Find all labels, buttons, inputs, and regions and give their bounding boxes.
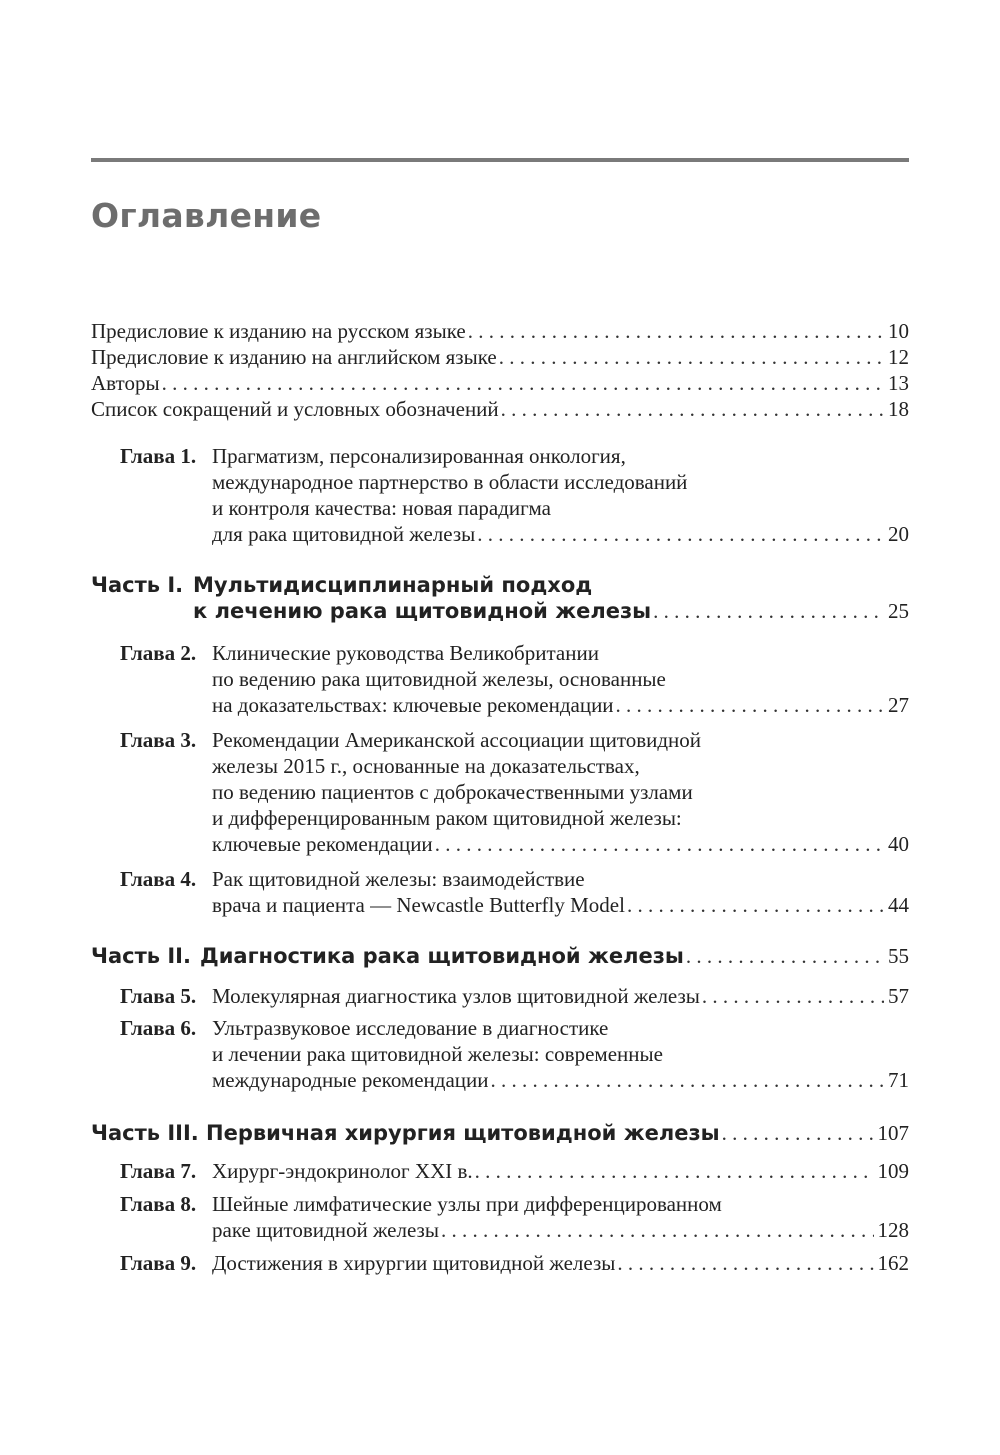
chapter-8-label: Глава 8. — [120, 1192, 197, 1216]
toc-page-number: 44 — [888, 893, 909, 917]
chapter-2-label: Глава 2. — [120, 641, 197, 665]
dot-leader — [435, 831, 884, 857]
toc-page-number: 40 — [888, 832, 909, 856]
dot-leader — [722, 1120, 874, 1146]
toc-entry-chapter-7[interactable] — [212, 1158, 909, 1184]
dot-leader — [627, 892, 884, 918]
dot-leader — [653, 598, 884, 624]
toc-entry-title: Молекулярная диагностика узлов щитовидной железы — [212, 984, 700, 1008]
part-1-label: Часть I. — [91, 573, 184, 597]
toc-entry-preface-ru[interactable] — [91, 318, 909, 344]
chapter-6-title-line: и лечении рака щитовидной железы: современные — [212, 1042, 663, 1066]
dot-leader — [686, 943, 884, 969]
toc-page-number: 10 — [888, 319, 909, 343]
chapter-3-title-line: Рекомендации Американской ассоциации щитовидной — [212, 728, 702, 752]
chapter-1-title-line: и контроля качества: новая парадигма — [212, 496, 551, 520]
toc-page-number: 27 — [888, 693, 909, 717]
toc-page-number: 107 — [877, 1121, 909, 1145]
chapter-3-title-line: по ведению пациентов с доброкачественными узлами — [212, 780, 693, 804]
toc-page-number: 25 — [888, 599, 909, 623]
toc-entry-title: Авторы — [91, 371, 160, 395]
chapter-4-label: Глава 4. — [120, 867, 197, 891]
toc-entry-title: международные рекомендации — [212, 1068, 489, 1092]
dot-leader — [441, 1217, 874, 1243]
chapter-1-title-line: Прагматизм, персонализированная онкология, — [212, 444, 626, 468]
dot-leader — [702, 983, 884, 1009]
chapter-3-label: Глава 3. — [120, 728, 197, 752]
toc-entry-title: ключевые рекомендации — [212, 832, 433, 856]
page-title: Оглавление — [91, 196, 322, 235]
toc-entry-title: Диагностика рака щитовидной железы — [200, 944, 684, 968]
toc-entry-title: Достижения в хирургии щитовидной железы — [212, 1251, 616, 1275]
chapter-6-title-line: Ультразвуковое исследование в диагностике — [212, 1016, 609, 1040]
chapter-2-title-line: по ведению рака щитовидной железы, основанные — [212, 667, 666, 691]
chapter-7-label: Глава 7. — [120, 1159, 197, 1183]
chapter-1-label: Глава 1. — [120, 444, 197, 468]
chapter-3-title-line: и дифференцированным раком щитовидной железы: — [212, 806, 682, 830]
toc-page-number: 162 — [877, 1251, 909, 1275]
toc-entry-part-1[interactable] — [193, 598, 909, 624]
toc-entry-title: Предисловие к изданию на русском языке — [91, 319, 466, 343]
toc-entry-authors[interactable] — [91, 370, 909, 396]
dot-leader — [491, 1067, 885, 1093]
toc-page-number: 71 — [888, 1068, 909, 1092]
dot-leader — [162, 370, 884, 396]
toc-page-number: 12 — [888, 345, 909, 369]
chapter-5-label: Глава 5. — [120, 984, 197, 1008]
dot-leader — [475, 1158, 874, 1184]
dot-leader — [499, 344, 884, 370]
toc-page-number: 109 — [877, 1159, 909, 1183]
toc-entry-chapter-3[interactable] — [212, 831, 909, 857]
toc-entry-chapter-5[interactable] — [212, 983, 909, 1009]
toc-page-number: 18 — [888, 397, 909, 421]
toc-entry-title: Список сокращений и условных обозначений — [91, 397, 499, 421]
toc-entry-title: к лечению рака щитовидной железы — [193, 599, 652, 623]
toc-entry-title: врача и пациента — Newcastle Butterfly Model — [212, 893, 625, 917]
toc-page-number: 55 — [888, 944, 909, 968]
toc-entry-chapter-9[interactable] — [212, 1250, 909, 1276]
dot-leader — [477, 521, 884, 547]
toc-entry-title: Первичная хирургия щитовидной железы — [206, 1121, 720, 1145]
toc-entry-title: раке щитовидной железы — [212, 1218, 439, 1242]
toc-entry-title: Хирург-эндокринолог XXI в. — [212, 1159, 473, 1183]
dot-leader — [617, 1250, 873, 1276]
part-2-label: Часть II. — [91, 944, 191, 968]
toc-entry-part-3[interactable] — [206, 1120, 909, 1146]
chapter-2-title-line: Клинические руководства Великобритании — [212, 641, 599, 665]
toc-entry-abbreviations[interactable] — [91, 396, 909, 422]
toc-page-number: 57 — [888, 984, 909, 1008]
chapter-4-title-line: Рак щитовидной железы: взаимодействие — [212, 867, 585, 891]
chapter-1-title-line: международное партнерство в области исследований — [212, 470, 688, 494]
toc-page-number: 13 — [888, 371, 909, 395]
toc-entry-title: на доказательствах: ключевые рекомендации — [212, 693, 614, 717]
toc-entry-chapter-8[interactable] — [212, 1217, 909, 1243]
dot-leader — [468, 318, 884, 344]
toc-entry-preface-en[interactable] — [91, 344, 909, 370]
toc-entry-chapter-4[interactable] — [212, 892, 909, 918]
toc-page-number: 128 — [877, 1218, 909, 1242]
toc-entry-part-2[interactable] — [200, 943, 909, 969]
part-3-label: Часть III. — [91, 1121, 199, 1145]
chapter-9-label: Глава 9. — [120, 1251, 197, 1275]
toc-entry-title: Предисловие к изданию на английском языке — [91, 345, 497, 369]
toc-page-number: 20 — [888, 522, 909, 546]
chapter-6-label: Глава 6. — [120, 1016, 197, 1040]
chapter-3-title-line: железы 2015 г., основанные на доказательствах, — [212, 754, 640, 778]
dot-leader — [501, 396, 884, 422]
part-1-title-line: Мультидисциплинарный подход — [193, 573, 593, 597]
toc-entry-chapter-2[interactable] — [212, 692, 909, 718]
toc-entry-chapter-6[interactable] — [212, 1067, 909, 1093]
dot-leader — [616, 692, 884, 718]
chapter-8-title-line: Шейные лимфатические узлы при дифференцированном — [212, 1192, 722, 1216]
toc-entry-chapter-1[interactable] — [212, 521, 909, 547]
toc-entry-title: для рака щитовидной железы — [212, 522, 476, 546]
